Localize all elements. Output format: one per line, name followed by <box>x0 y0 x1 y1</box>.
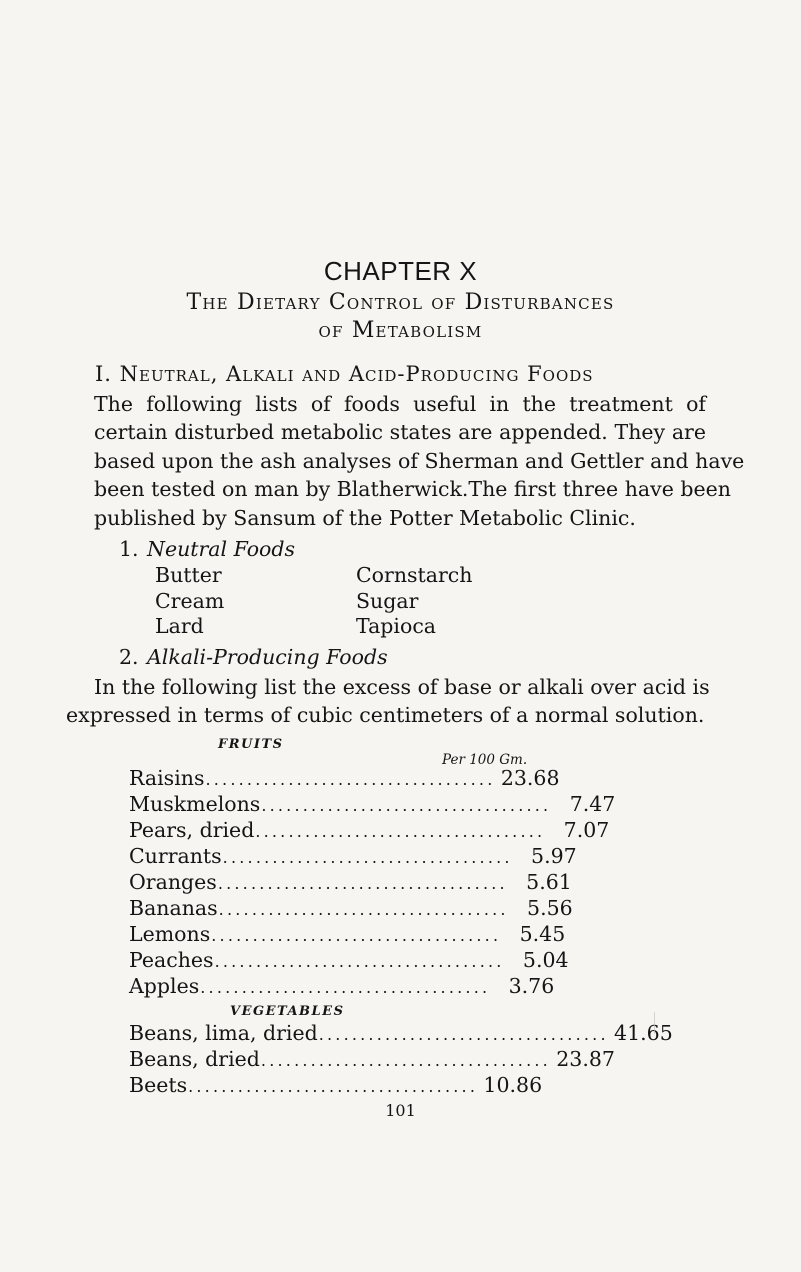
food-name: Muskmelons <box>129 792 261 816</box>
neutral-foods-left-column <box>155 563 224 640</box>
food-name: Apples <box>129 974 200 998</box>
neutral-food: Tapioca <box>356 614 437 639</box>
neutral-food: Cream <box>155 588 225 613</box>
dot-leader: ................................... <box>222 848 513 867</box>
food-value: 5.45 <box>519 922 566 946</box>
neutral-foods-right-column <box>356 563 473 640</box>
food-value: 7.07 <box>563 818 610 842</box>
table-row <box>129 896 573 922</box>
food-name: Beans, dried <box>129 1047 260 1071</box>
table-row <box>129 1047 615 1073</box>
food-name: Bananas <box>129 896 218 920</box>
chapter-title-line-2: of Metabolism <box>318 318 483 343</box>
food-name: Raisins <box>129 766 205 790</box>
intro-line: based upon the ash analyses of Sherman and Gettler and have <box>94 448 745 473</box>
food-name: Lemons <box>129 922 211 946</box>
food-value: 5.97 <box>531 844 577 868</box>
dot-leader: ................................... <box>214 952 505 971</box>
alkali-note-cont <box>66 701 706 729</box>
food-name: Beets <box>129 1073 188 1097</box>
dot-leader: ................................... <box>261 796 552 815</box>
dot-leader: ................................... <box>255 822 546 841</box>
table-row <box>129 1073 543 1099</box>
table-row <box>129 974 555 1000</box>
table-row <box>129 922 566 948</box>
table-row <box>129 870 572 896</box>
neutral-food: Cornstarch <box>356 563 473 587</box>
note-line: In the following list the excess of base or alkali over acid is <box>94 675 710 699</box>
item-title: Alkali-Producing Foods <box>147 645 388 669</box>
food-value: 23.68 <box>500 766 560 790</box>
neutral-food: Sugar <box>356 588 419 613</box>
item-title: Neutral Foods <box>147 537 296 561</box>
food-name: Pears, dried <box>129 818 255 842</box>
table-row <box>129 818 610 844</box>
intro-line: certain disturbed metabolic states are appended. They are <box>94 420 706 445</box>
food-value: 5.04 <box>522 948 569 972</box>
page-blemish <box>644 1012 655 1034</box>
dot-leader: ................................... <box>217 874 508 893</box>
food-value: 3.76 <box>508 974 555 998</box>
table-row <box>129 948 569 974</box>
note-line: expressed in terms of cubic centimeters of a normal solution. <box>66 703 705 727</box>
dot-leader: ................................... <box>218 900 509 919</box>
item-number: 2. <box>119 645 139 669</box>
fruits-heading: FRUITS <box>218 737 284 752</box>
table-row <box>129 792 616 818</box>
intro-line: published by Sansum of the Potter Metabolic Clinic. <box>94 505 636 530</box>
intro-paragraph <box>94 390 745 532</box>
chapter-label: CHAPTER X <box>323 256 478 286</box>
food-name: Peaches <box>129 948 214 972</box>
food-value: 7.47 <box>569 792 616 816</box>
page-number: 101 <box>385 1101 416 1120</box>
table-row <box>129 766 560 792</box>
food-value: 23.87 <box>556 1047 615 1071</box>
dot-leader: ................................... <box>211 926 502 945</box>
dot-leader: ................................... <box>200 978 491 997</box>
item-number: 1. <box>119 537 139 561</box>
neutral-food: Lard <box>155 614 204 639</box>
chapter-title-line-1: The Dietary Control of Disturbances <box>186 290 615 315</box>
dot-leader: ................................... <box>318 1025 609 1044</box>
food-name: Beans, lima, dried <box>129 1021 318 1045</box>
neutral-food: Butter <box>155 563 222 587</box>
food-value: 5.61 <box>526 870 572 894</box>
intro-line: The following lists of foods useful in the treatment of <box>94 392 706 416</box>
section-heading: I. Neutral, Alkali and Acid-Producing Foods <box>95 362 594 386</box>
table-row <box>129 844 577 870</box>
unit-label: Per 100 Gm. <box>442 752 528 768</box>
intro-line: been tested on man by Blatherwick.The first three have been <box>94 477 731 502</box>
food-name: Currants <box>129 844 222 868</box>
neutral-foods-heading <box>119 537 295 561</box>
alkali-foods-heading <box>119 645 388 669</box>
food-name: Oranges <box>129 870 217 894</box>
alkali-note <box>94 673 710 701</box>
dot-leader: ................................... <box>260 1051 551 1070</box>
food-value: 41.65 <box>614 1021 673 1045</box>
dot-leader: ................................... <box>188 1077 479 1096</box>
vegetables-heading: VEGETABLES <box>230 1004 345 1019</box>
dot-leader: ................................... <box>205 770 496 789</box>
food-value: 10.86 <box>483 1073 543 1097</box>
table-row <box>129 1021 673 1047</box>
food-value: 5.56 <box>527 896 573 920</box>
